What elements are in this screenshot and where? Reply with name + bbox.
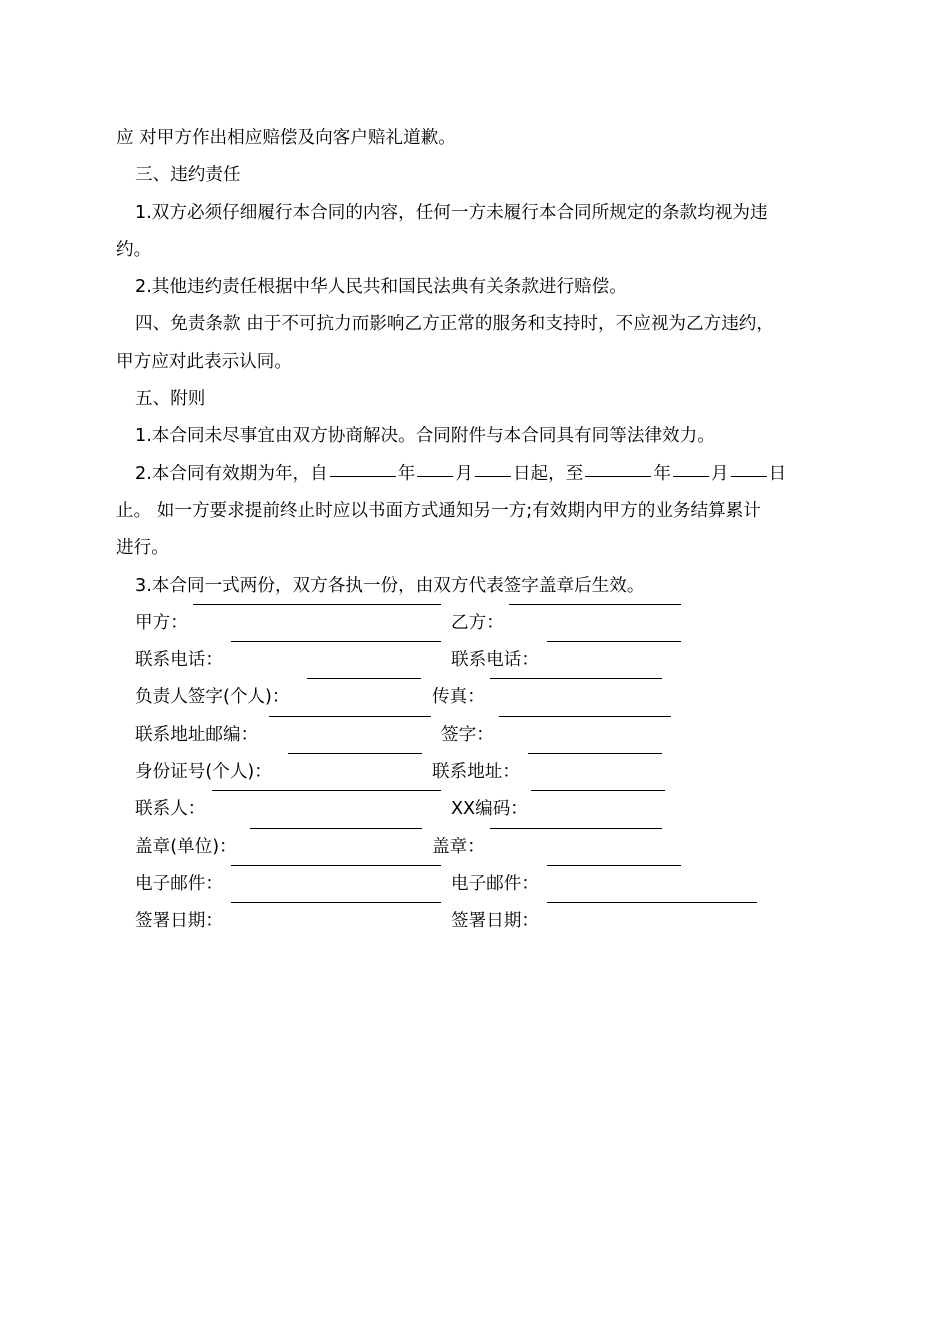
contact-person-blank[interactable] — [212, 789, 441, 791]
address-postcode-label: 联系地址邮编： — [135, 724, 259, 745]
sig-row-signature — [116, 679, 836, 716]
validity-text: 2.本合同有效期为年，自 — [135, 463, 328, 484]
contact-person-label: 联系人： — [135, 799, 206, 820]
year-label-2: 年 — [653, 463, 671, 484]
sig-row-email — [116, 866, 836, 903]
party-a-blank[interactable] — [193, 603, 441, 605]
contact-address-label: 联系地址： — [432, 762, 520, 783]
party-b-email-blank[interactable] — [547, 864, 681, 866]
postal-code-label: XX编码： — [451, 799, 528, 820]
person-signature-label: 负责人签字(个人)： — [135, 687, 290, 708]
seal-blank[interactable] — [490, 827, 662, 829]
address-postcode-blank[interactable] — [269, 715, 431, 717]
section-5-item-2-line-1 — [116, 456, 836, 493]
end-month-blank[interactable] — [673, 475, 709, 477]
person-signature-blank[interactable] — [307, 677, 421, 679]
sign-label: 签字： — [441, 724, 494, 745]
party-b-label: 乙方： — [451, 612, 504, 633]
section-4-line-2: 甲方应对此表示认同。 — [116, 351, 292, 372]
section-3-item-2: 2.其他违约责任根据中华人民共和国民法典有关条款进行赔偿。 — [135, 277, 627, 298]
party-a-date-label: 签署日期： — [135, 911, 223, 932]
signature-block — [116, 605, 836, 941]
year-label: 年 — [397, 463, 416, 484]
party-b-blank[interactable] — [509, 603, 681, 605]
start-year-blank[interactable] — [330, 475, 396, 477]
party-a-date-blank[interactable] — [231, 901, 441, 903]
id-number-label: 身份证号(个人)： — [135, 762, 272, 783]
section-4-line-1: 四、免责条款 由于不可抗力而影响乙方正常的服务和支持时，不应视为乙方违约， — [135, 314, 774, 335]
party-b-phone-label: 联系电话： — [451, 650, 539, 671]
party-b-date-label: 签署日期： — [451, 911, 539, 932]
unit-seal-label: 盖章(单位)： — [135, 836, 237, 857]
start-day-blank[interactable] — [475, 475, 511, 477]
sig-row-party — [116, 605, 836, 642]
day-label-2: 日 — [768, 463, 787, 484]
section-5-item-3: 3.本合同一式两份，双方各执一份，由双方代表签字盖章后生效。 — [135, 575, 645, 596]
party-b-email-label: 电子邮件： — [451, 873, 539, 894]
month-label-2: 月 — [710, 463, 729, 484]
section-5-heading: 五、附则 — [135, 389, 206, 410]
party-a-label: 甲方： — [135, 612, 188, 633]
party-a-email-label: 电子邮件： — [135, 873, 223, 894]
sig-row-phone — [116, 642, 836, 679]
unit-seal-blank[interactable] — [250, 827, 422, 829]
section-3-item-1-line-2: 约。 — [116, 239, 152, 260]
paragraph-compensation: 应 对甲方作出相应赔偿及向客户赔礼道歉。 — [116, 128, 456, 148]
party-a-phone-blank[interactable] — [231, 640, 441, 642]
fax-blank[interactable] — [490, 677, 662, 679]
party-b-phone-blank[interactable] — [547, 640, 681, 642]
from-label: 日起，至 — [512, 463, 584, 484]
seal-label: 盖章： — [432, 836, 485, 857]
contact-address-blank[interactable] — [528, 752, 662, 754]
section-3-heading: 三、违约责任 — [135, 165, 241, 186]
document-page — [116, 120, 836, 941]
fax-label: 传真： — [432, 687, 485, 708]
sig-row-id — [116, 754, 836, 791]
start-month-blank[interactable] — [417, 475, 453, 477]
section-5-item-1: 1.本合同未尽事宜由双方协商解决。合同附件与本合同具有同等法律效力。 — [135, 426, 715, 447]
section-5-item-2-line-3: 进行。 — [116, 538, 169, 559]
id-number-blank[interactable] — [288, 752, 422, 754]
sign-blank[interactable] — [499, 715, 671, 717]
postal-code-blank[interactable] — [531, 789, 665, 791]
section-3-item-1-line-1: 1.双方必须仔细履行本合同的内容，任何一方未履行本合同所规定的条款均视为违 — [135, 202, 768, 223]
sig-row-date — [116, 903, 836, 940]
party-b-date-blank[interactable] — [547, 901, 757, 903]
end-day-blank[interactable] — [731, 475, 767, 477]
party-a-phone-label: 联系电话： — [135, 650, 223, 671]
end-year-blank[interactable] — [585, 475, 651, 477]
party-a-email-blank[interactable] — [231, 864, 441, 866]
section-5-item-2-line-2: 止。 如一方要求提前终止时应以书面方式通知另一方;有效期内甲方的业务结算累计 — [116, 500, 761, 521]
month-label: 月 — [455, 463, 473, 484]
sig-row-seal — [116, 829, 836, 866]
sig-row-contact — [116, 791, 836, 828]
sig-row-address — [116, 717, 836, 754]
